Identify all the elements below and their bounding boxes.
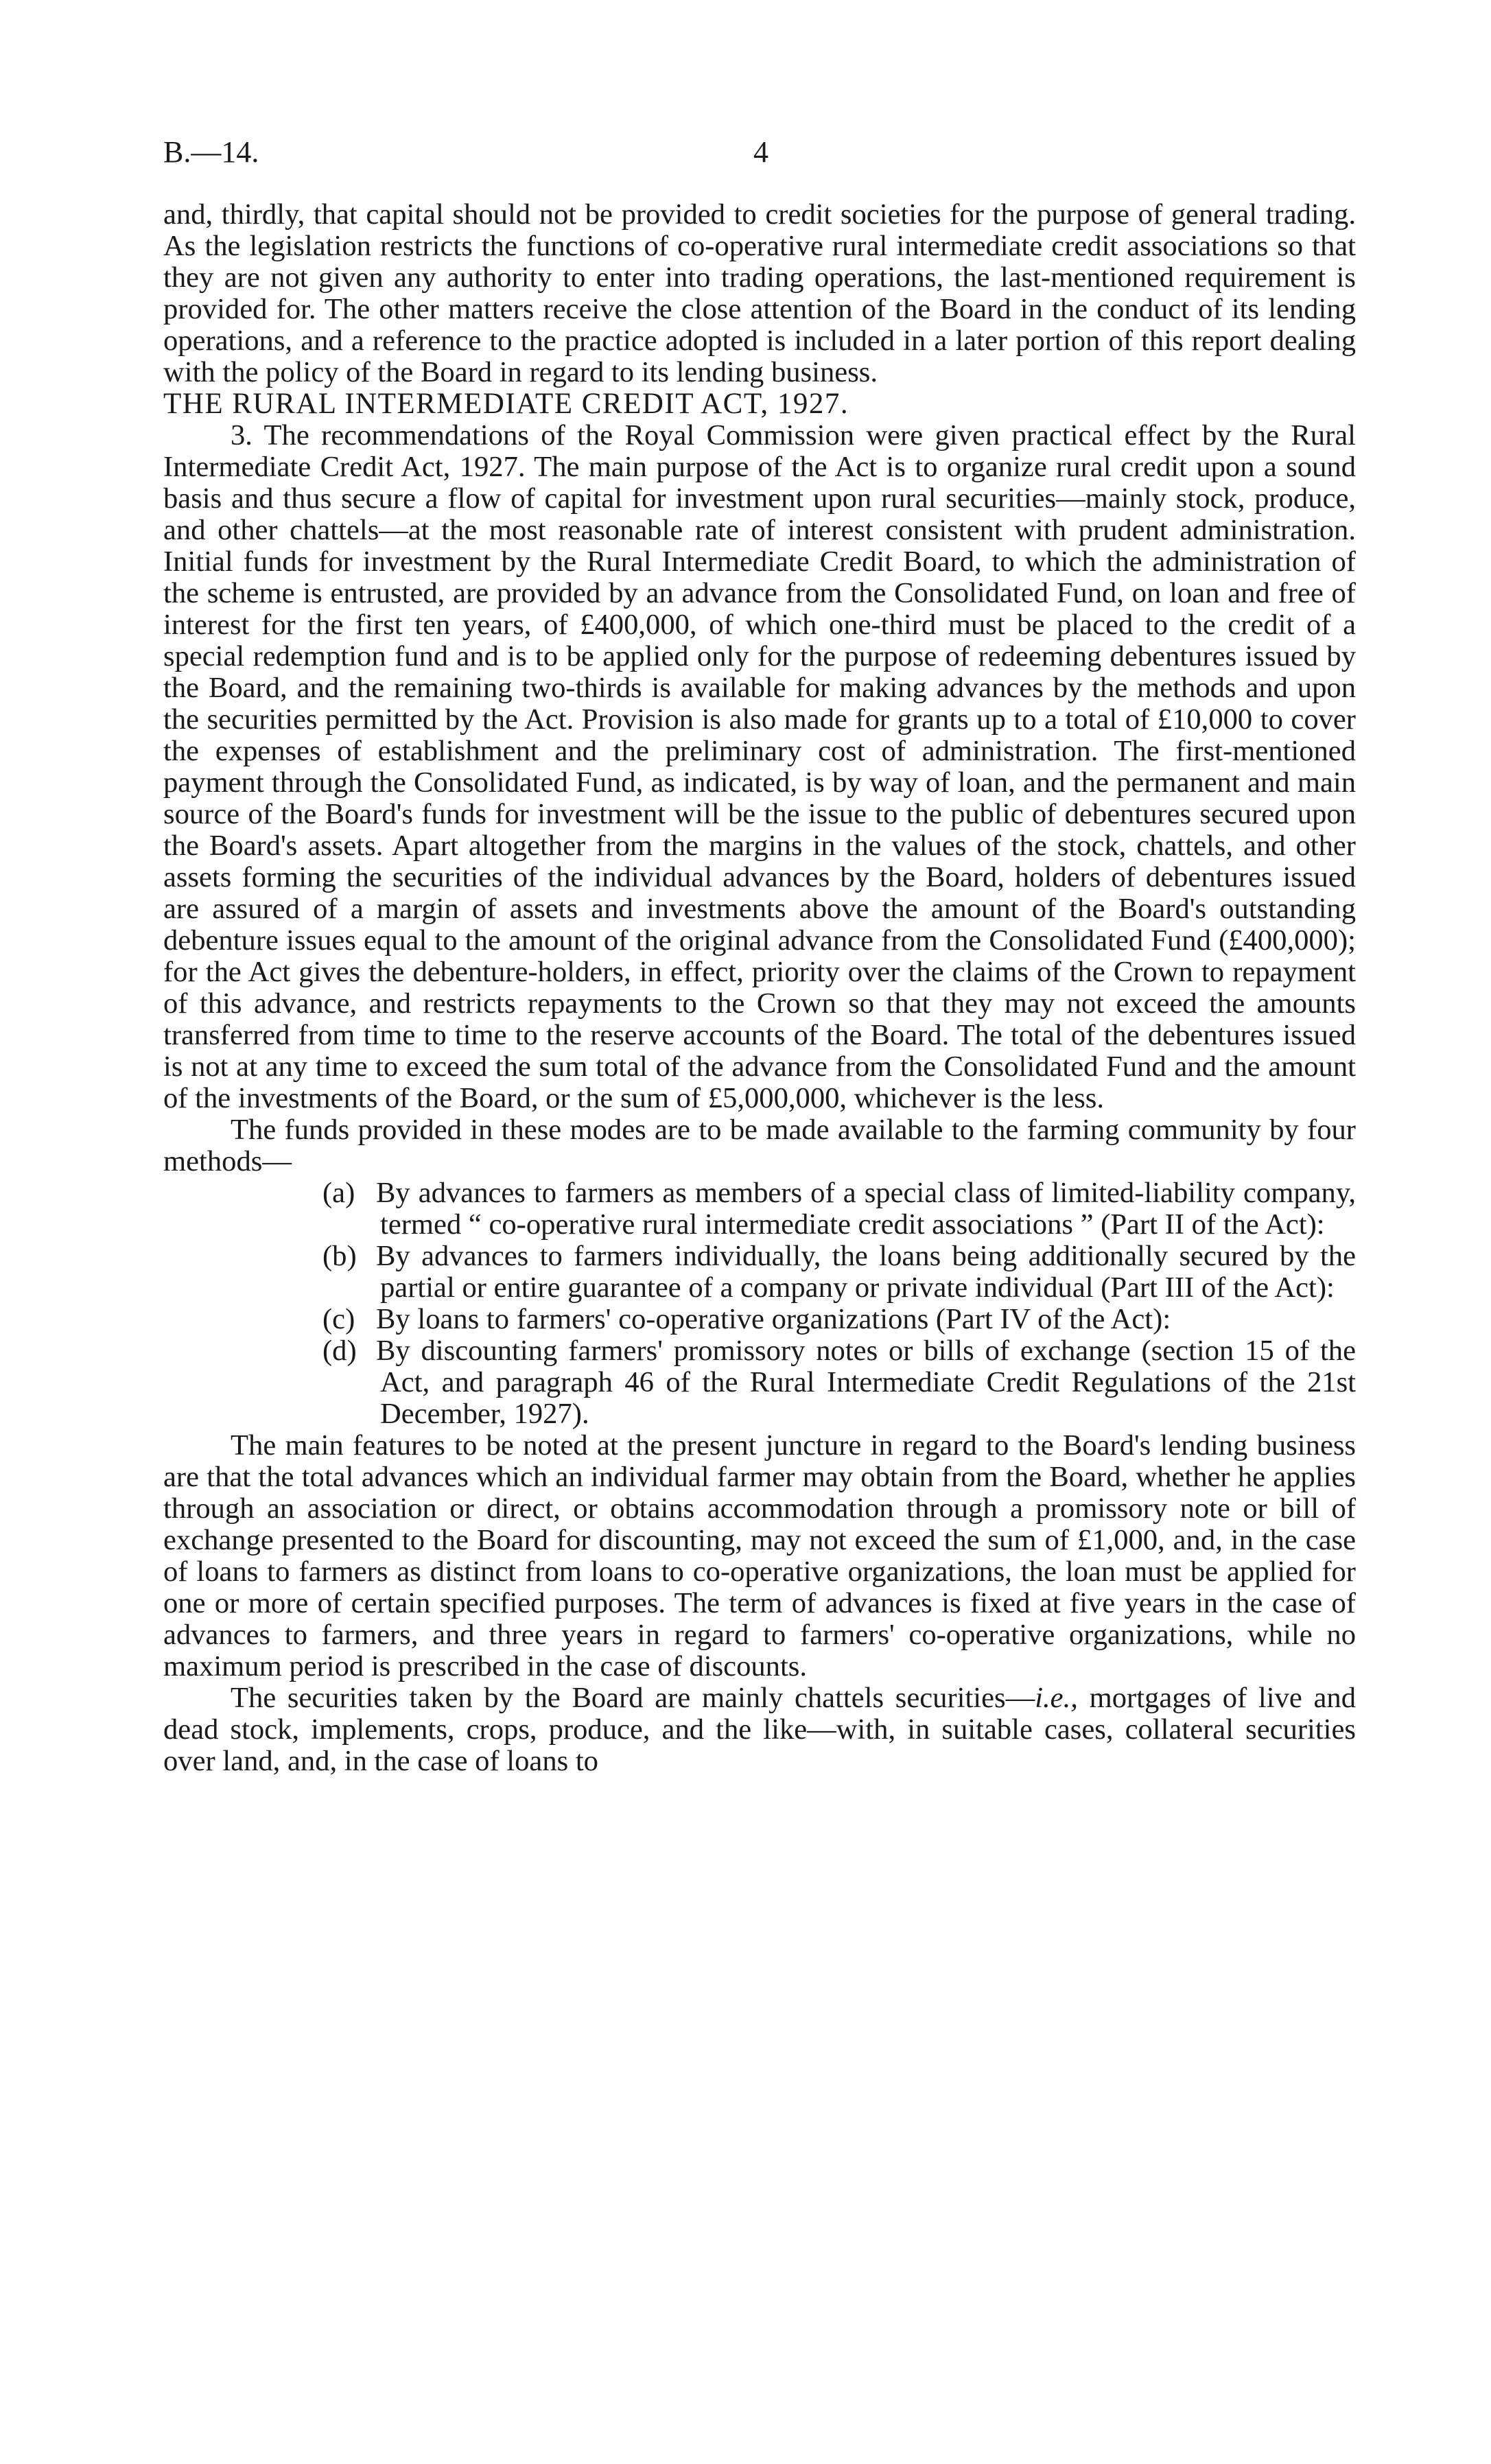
list-item-text: By loans to farmers' co-operative organizations (Part IV of the Act): — [376, 1303, 1171, 1335]
document-reference: B.—14. — [163, 135, 259, 169]
securities-ie: i.e., — [1035, 1682, 1078, 1714]
list-item-label: (d) — [322, 1335, 357, 1367]
list-item-label: (a) — [322, 1177, 355, 1209]
page-number: 4 — [753, 135, 768, 169]
list-item — [163, 1304, 1356, 1335]
page-header — [163, 134, 1354, 176]
securities-text-rest: mortgages of live and dead stock, implements, crops, produce, and the like—with, in suitable cases, collateral securities over land, and, in the case of loans to — [163, 1682, 1356, 1777]
list-item-label: (c) — [322, 1303, 355, 1335]
section-heading: THE RURAL INTERMEDIATE CREDIT ACT, 1927. — [163, 388, 849, 420]
paragraph-funds: The funds provided in these modes are to be made available to the farming community by four methods— — [163, 1114, 1356, 1177]
paragraph-securities — [163, 1682, 1356, 1777]
list-item-text: By discounting farmers' promissory notes or bills of exchange (section 15 of the Act, and paragraph 46 of the Rural Intermediate Credit Regulations of the 21st December, 1927). — [376, 1335, 1356, 1430]
list-item — [163, 1335, 1356, 1430]
list-item-label: (b) — [322, 1240, 357, 1272]
list-item — [163, 1241, 1356, 1304]
list-item-text: By advances to farmers individually, the loans being additionally secured by the partial or entire guarantee of a company or private individual (Part III of the Act): — [376, 1240, 1356, 1304]
paragraph-intro: and, thirdly, that capital should not be provided to credit societies for the purpose of general trading. As the legislation restricts the functions of co-operative rural intermediate credit associations so that they are not given any authority to enter into trading operations, the last-mentioned requirement is provided for. The other matters receive the close attention of the Board in the conduct of its lending operations, and a reference to the practice adopted is included in a later portion of this report dealing with the policy of the Board in regard to its lending business. — [163, 198, 1356, 388]
paragraph-3: 3. The recommendations of the Royal Commission were given practical effect by the Rural Intermediate Credit Act, 1927. The main purpose of the Act is to organize rural credit upon a sound basis and thus secure a flow of capital for investment upon rural securities—mainly stock, produce, and other chattels—at the most reasonable rate of interest consistent with prudent administration. Initial funds for investment by the Rural Intermediate Credit Board, to which the administration of the scheme is entrusted, are provided by an advance from the Consolidated Fund, on loan and free of interest for the first ten years, of £400,000, of which one-third must be placed to the credit of a special redemption fund and is to be applied only for the purpose of redeeming debentures issued by the Board, and the remaining two-thirds is available for making advances by the methods and upon the securities permitted by the Act. Provision is also made for grants up to a total of £10,000 to cover the expenses of establishment and the preliminary cost of administration. The first-mentioned payment through the Consolidated Fund, as indicated, is by way of loan, and the permanent and main source of the Board's funds for investment will be the issue to the public of debentures secured upon the Board's assets. Apart altogether from the margins in the values of the stock, chattels, and other assets forming the securities of the individual advances by the Board, holders of debentures issued are assured of a margin of assets and investments above the amount of the Board's outstanding debenture issues equal to the amount of the original advance from the Consolidated Fund (£400,000); for the Act gives the debenture-holders, in effect, priority over the claims of the Crown to repayment of this advance, and restricts repayments to the Crown so that they may not exceed the amounts transferred from time to time to the reserve accounts of the Board. The total of the debentures issued is not at any time to exceed the sum total of the advance from the Consolidated Fund and the amount of the investments of the Board, or the sum of £5,000,000, whichever is the less. — [163, 419, 1356, 1114]
methods-list — [163, 1177, 1356, 1430]
body-text — [163, 199, 1356, 1777]
list-item-text: By advances to farmers as members of a special class of limited-liability company, termed “ co-operative rural intermediate credit associations ” (Part II of the Act): — [376, 1177, 1356, 1241]
securities-text-start: The securities taken by the Board are mainly chattels securities— — [231, 1682, 1035, 1714]
list-item — [163, 1177, 1356, 1241]
paragraph-main-features: The main features to be noted at the present juncture in regard to the Board's lending business are that the total advances which an individual farmer may obtain from the Board, whether he applies through an association or direct, or obtains accommodation through a promissory note or bill of exchange presented to the Board for discounting, may not exceed the sum of £1,000, and, in the case of loans to farmers as distinct from loans to co-operative organizations, the loan must be applied for one or more of certain specified purposes. The term of advances is fixed at five years in the case of advances to farmers, and three years in regard to farmers' co-operative organizations, while no maximum period is prescribed in the case of discounts. — [163, 1429, 1356, 1682]
